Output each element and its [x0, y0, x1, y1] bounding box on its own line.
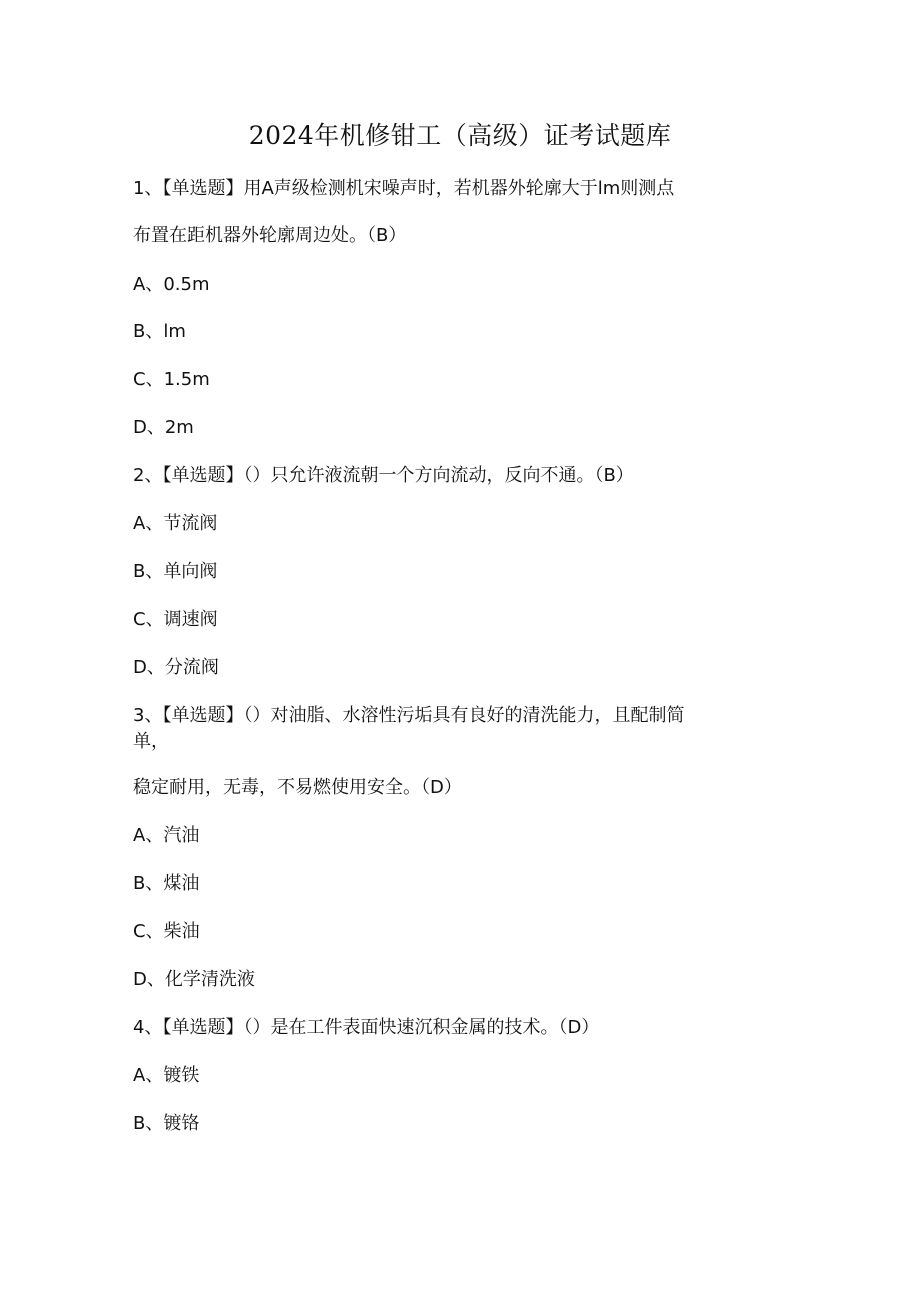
- question-3-option-d: D、化学清洗液: [133, 969, 255, 990]
- question-2-option-d: D、分流阀: [133, 657, 219, 678]
- question-3-text-cont: 稳定耐用，无毒，不易燃使用安全。（D）: [133, 777, 462, 798]
- question-1-option-b: B、lm: [133, 321, 186, 342]
- question-1-text: 1、【单选题】用A声级检测机宋噪声时，若机器外轮廓大于lm则测点: [133, 178, 675, 199]
- question-4-option-a: A、镀铁: [133, 1065, 200, 1086]
- question-3-option-a: A、汽油: [133, 825, 200, 846]
- question-1-option-c: C、1.5m: [133, 369, 210, 390]
- question-3-text: 3、【单选题】（）对油脂、水溶性污垢具有良好的清洗能力，且配制简: [133, 705, 685, 726]
- question-1-option-a: A、0.5m: [133, 274, 210, 295]
- question-3-option-c: C、柴油: [133, 921, 200, 942]
- question-1-option-d: D、2m: [133, 417, 194, 438]
- question-3-option-b: B、煤油: [133, 873, 200, 894]
- question-4-text: 4、【单选题】（）是在工件表面快速沉积金属的技术。（D）: [133, 1017, 600, 1038]
- question-2-option-b: B、单向阀: [133, 561, 218, 582]
- question-2-option-a: A、节流阀: [133, 513, 218, 534]
- question-4-option-b: B、镀铬: [133, 1113, 200, 1134]
- question-2-option-c: C、调速阀: [133, 609, 218, 630]
- question-2-text: 2、【单选题】（）只允许液流朝一个方向流动，反向不通。（B）: [133, 465, 634, 486]
- question-3-text-wrap: 单，: [133, 731, 169, 752]
- question-1-text-cont: 布置在距机器外轮廓周边处。（B）: [133, 225, 407, 246]
- document-title: 2024年机修钳工（高级）证考试题库: [248, 121, 672, 150]
